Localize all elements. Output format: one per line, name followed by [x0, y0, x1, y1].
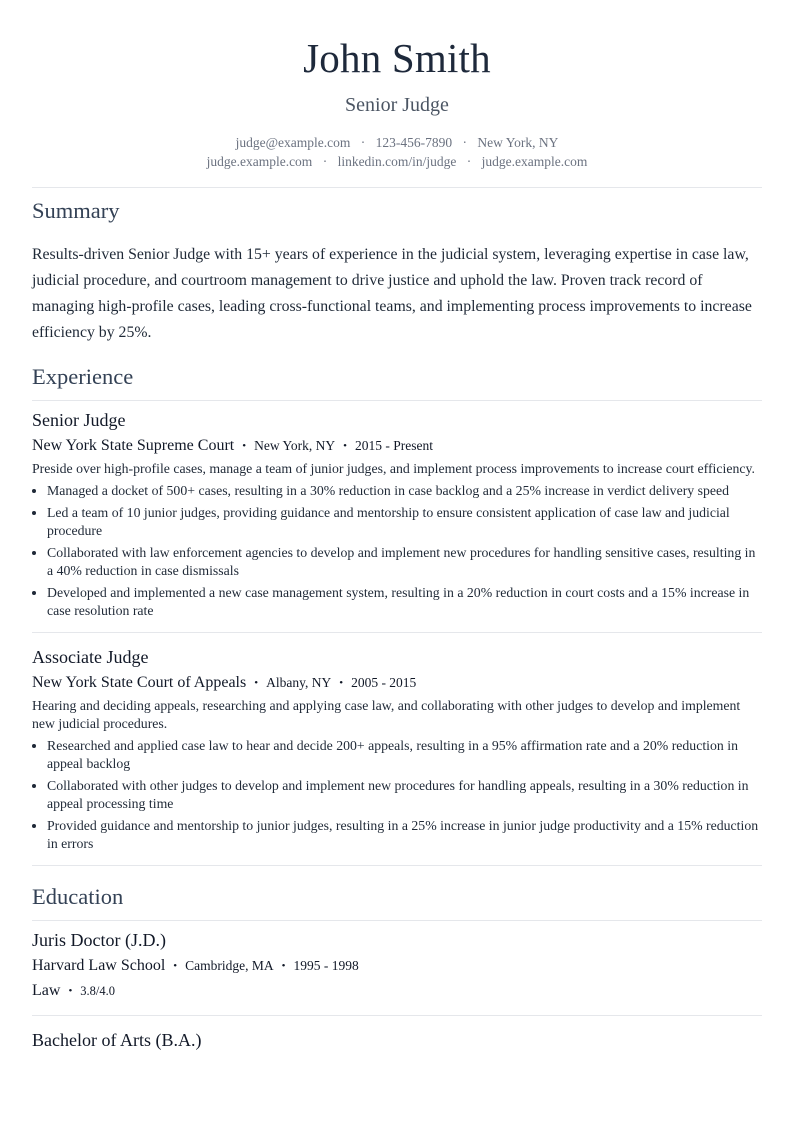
meta-separator: • [68, 985, 73, 997]
job-achievements [32, 482, 762, 620]
contact-separator: · [360, 135, 366, 150]
achievement-bullet: • Researched and applied case law to hear and decide 200+ appeals, resulting in a 95% affirmation rate and a 20% reduction in appeal backlog [47, 737, 762, 773]
degree-title: Juris Doctor (J.D.) [32, 930, 166, 950]
school-meta [32, 954, 762, 978]
summary-text: Results-driven Senior Judge with 15+ years of experience in the judicial system, leveraging expertise in case law, judicial procedure, and courtroom management to drive justice and uphold the law. Proven track record of managing high-profile cases, leading cross-functional teams, and implementing process improvements to increase efficiency by 25%. [32, 246, 752, 341]
meta-separator: • [339, 677, 344, 689]
meta-separator: • [173, 960, 178, 972]
job-meta [32, 671, 762, 695]
contact-line-links [32, 152, 762, 171]
education-section [32, 882, 762, 1064]
education-heading: Education [32, 882, 762, 921]
field-meta [32, 979, 762, 1003]
summary-heading: Summary [32, 198, 120, 223]
candidate-title: Senior Judge [345, 94, 449, 116]
contact-location: New York, NY [477, 135, 559, 150]
achievement-bullet: • Managed a docket of 500+ cases, resulting in a 30% reduction in case backlog and a 25% increase in verdict delivery speed [47, 482, 762, 500]
meta-separator: • [343, 440, 347, 452]
experience-heading: Experience [32, 362, 762, 401]
education-item [32, 1016, 762, 1064]
job-title: Senior Judge [32, 410, 126, 430]
linkedin-link[interactable]: linkedin.com/in/judge [337, 154, 457, 169]
experience-item [32, 401, 762, 633]
school-name: Harvard Law School [32, 957, 166, 974]
contact-separator: · [322, 154, 328, 169]
portfolio-link[interactable]: judge.example.com [481, 154, 588, 169]
meta-separator: • [242, 440, 247, 452]
meta-separator: • [254, 677, 259, 689]
achievement-bullet: • Collaborated with other judges to develop and implement new procedures for handling appeals, resulting in a 30% reduction in appeal processing time [47, 777, 762, 813]
contact-line-primary [32, 133, 762, 152]
experience-item [32, 633, 762, 866]
summary-section [32, 188, 762, 346]
field-of-study: Law [32, 982, 61, 999]
meta-separator: • [281, 960, 286, 972]
resume-header [32, 0, 762, 188]
phone-number: 123-456-7890 [375, 135, 453, 150]
job-location: New York, NY [254, 438, 336, 453]
achievement-bullet: • Provided guidance and mentorship to junior judges, resulting in a 25% increase in junior judge productivity and a 15% reduction in errors [47, 817, 762, 853]
job-location: Albany, NY [266, 675, 332, 690]
job-achievements [32, 737, 762, 853]
email-link[interactable]: judge@example.com [235, 135, 351, 150]
degree-title: Bachelor of Arts (B.A.) [32, 1030, 202, 1050]
job-meta [32, 434, 762, 458]
education-item [32, 921, 762, 1016]
experience-section [32, 362, 762, 866]
job-description: Hearing and deciding appeals, researching and applying case law, and collaborating with other judges to develop and implement new judicial procedures. [32, 698, 741, 731]
website-link[interactable]: judge.example.com [206, 154, 313, 169]
school-location: Cambridge, MA [185, 958, 274, 973]
candidate-name: John Smith [303, 35, 491, 81]
job-title: Associate Judge [32, 647, 149, 667]
contact-separator: · [462, 135, 467, 150]
achievement-bullet: • Collaborated with law enforcement agencies to develop and implement new procedures for handling sensitive cases, resulting in a 40% reduction in case dismissals [47, 544, 762, 580]
contact-separator: · [466, 154, 472, 169]
job-organization: New York State Court of Appeals [32, 674, 247, 691]
achievement-bullet: • Developed and implemented a new case management system, resulting in a 20% reduction in court costs and a 15% increase in case resolution rate [47, 584, 762, 620]
achievement-bullet: • Led a team of 10 junior judges, providing guidance and mentorship to ensure consistent application of case law and judicial procedure [47, 504, 762, 540]
school-dates: 1995 - 1998 [293, 958, 359, 973]
job-dates: 2015 - Present [354, 438, 433, 453]
job-organization: New York State Supreme Court [32, 437, 235, 454]
job-dates: 2005 - 2015 [351, 675, 417, 690]
job-description: Preside over high-profile cases, manage a team of junior judges, and implement process improvements to increase court efficiency. [32, 461, 755, 476]
gpa-value: 3.8/4.0 [80, 984, 116, 998]
